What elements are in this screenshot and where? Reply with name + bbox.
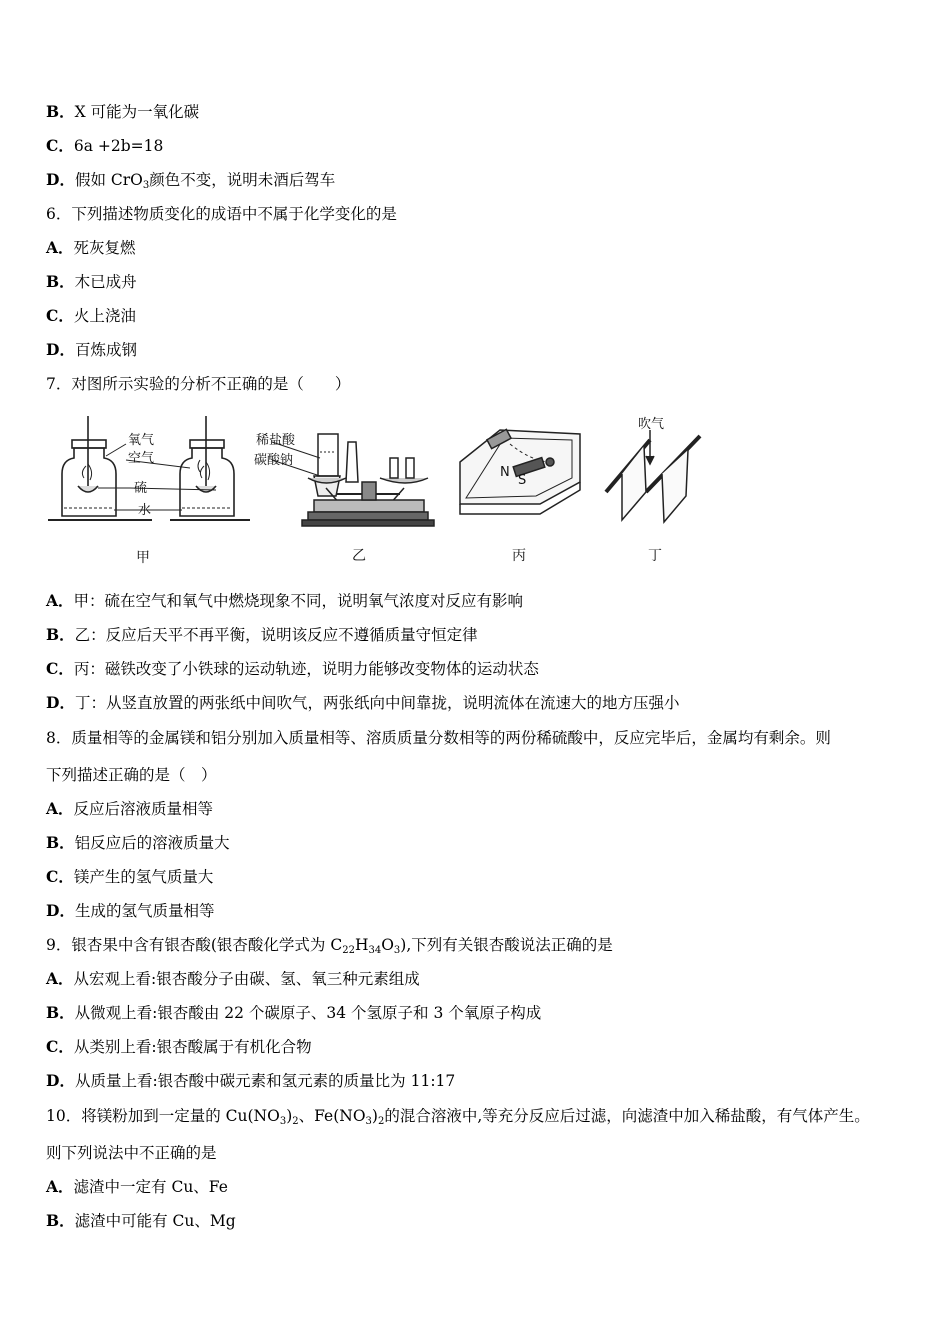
q10-option-a[interactable]: A．滤渣中一定有 Cu、Fe (46, 1177, 228, 1196)
q5-option-b[interactable]: B．X 可能为一氧化碳 (46, 102, 200, 121)
q6-option-d[interactable]: D．百炼成钢 (46, 340, 137, 359)
q7-option-d[interactable]: D．丁：从竖直放置的两张纸中间吹气，两张纸向中间靠拢，说明流体在流速大的地方压强小 (46, 693, 680, 712)
q5-option-b-text: X 可能为一氧化碳 (74, 103, 200, 121)
q8-option-b[interactable]: B．铝反应后的溶液质量大 (46, 833, 230, 852)
label-magnet-s: S (518, 473, 527, 488)
figure-ding (606, 430, 700, 522)
label-blow: 吹气 (638, 417, 665, 432)
q8-option-c[interactable]: C．镁产生的氢气质量大 (46, 867, 214, 886)
label-air: 空气 (128, 451, 155, 466)
label-magnet-n: N (500, 465, 510, 480)
q6-stem: 6．下列描述物质变化的成语中不属于化学变化的是 (46, 205, 397, 223)
label-oxygen: 氧气 (128, 433, 155, 448)
q6-option-c[interactable]: C．火上浇油 (46, 306, 136, 325)
label-jia: 甲 (136, 550, 150, 566)
q5-option-d-text: 假如 CrO$_3$颜色不变，说明未酒后驾车 (74, 171, 336, 191)
figure-yi (272, 434, 434, 526)
q8-option-d[interactable]: D．生成的氢气质量相等 (46, 901, 215, 920)
q9-option-b[interactable]: B．从微观上看:银杏酸由 22 个碳原子、34 个氢原子和 3 个氧原子构成 (46, 1003, 542, 1022)
label-yi: 乙 (352, 548, 366, 564)
q7-option-c[interactable]: C．丙：磁铁改变了小铁球的运动轨迹，说明力能够改变物体的运动状态 (46, 659, 539, 678)
q7-option-a[interactable]: A．甲：硫在空气和氧气中燃烧现象不同，说明氧气浓度对反应有影响 (46, 591, 524, 610)
q7-stem: 7．对图所示实验的分析不正确的是（ ） (46, 375, 351, 393)
q6-option-a[interactable]: A．死灰复燃 (46, 238, 136, 257)
label-acid: 稀盐酸 (256, 433, 296, 448)
q7-option-b[interactable]: B．乙：反应后天平不再平衡，说明该反应不遵循质量守恒定律 (46, 625, 478, 644)
label-bing: 丙 (512, 548, 526, 564)
q8-stem-line2: 下列描述正确的是（ ） (46, 766, 217, 784)
q9-stem: 9．银杏果中含有银杏酸(银杏酸化学式为 $C_{22}H_{34}O_3$),下列有关银杏酸说法正确的是 (46, 936, 613, 956)
label-ding: 丁 (648, 548, 662, 564)
q9-option-d[interactable]: D．从质量上看:银杏酸中碳元素和氢元素的质量比为 11:17 (46, 1071, 456, 1090)
q10-stem-line1: 10．将镁粉加到一定量的 $Cu(NO_3)_2$、$Fe(NO_3)_2$的混合溶液中,等充分反应后过滤，向滤渣中加入稀盐酸，有气体产生。 (46, 1107, 870, 1127)
label-carbonate: 碳酸钠 (254, 453, 294, 468)
q9-option-a[interactable]: A．从宏观上看:银杏酸分子由碳、氢、氧三种元素组成 (46, 969, 420, 988)
q5-option-d[interactable]: D．假如 CrO$_3$颜色不变，说明未酒后驾车 (46, 170, 336, 191)
q5-option-c-text: 6a +2b=18 (73, 137, 164, 155)
q10-option-b[interactable]: B．滤渣中可能有 Cu、Mg (46, 1211, 236, 1230)
label-sulfur: 硫 (134, 481, 148, 496)
q9-option-c[interactable]: C．从类别上看:银杏酸属于有机化合物 (46, 1037, 312, 1056)
q5-option-c[interactable]: C．6a +2b=18 (46, 136, 164, 155)
q7-experiment-figure (40, 412, 740, 572)
q6-option-b[interactable]: B．木已成舟 (46, 272, 137, 291)
figure-bing (460, 429, 580, 514)
q8-stem-line1: 8．质量相等的金属镁和铝分别加入质量相等、溶质质量分数相等的两份稀硫酸中，反应完毕后，金属均有剩余。则 (46, 729, 831, 747)
q10-stem-line2: 则下列说法中不正确的是 (46, 1144, 217, 1162)
label-water: 水 (138, 503, 152, 518)
q8-option-a[interactable]: A．反应后溶液质量相等 (46, 799, 214, 818)
